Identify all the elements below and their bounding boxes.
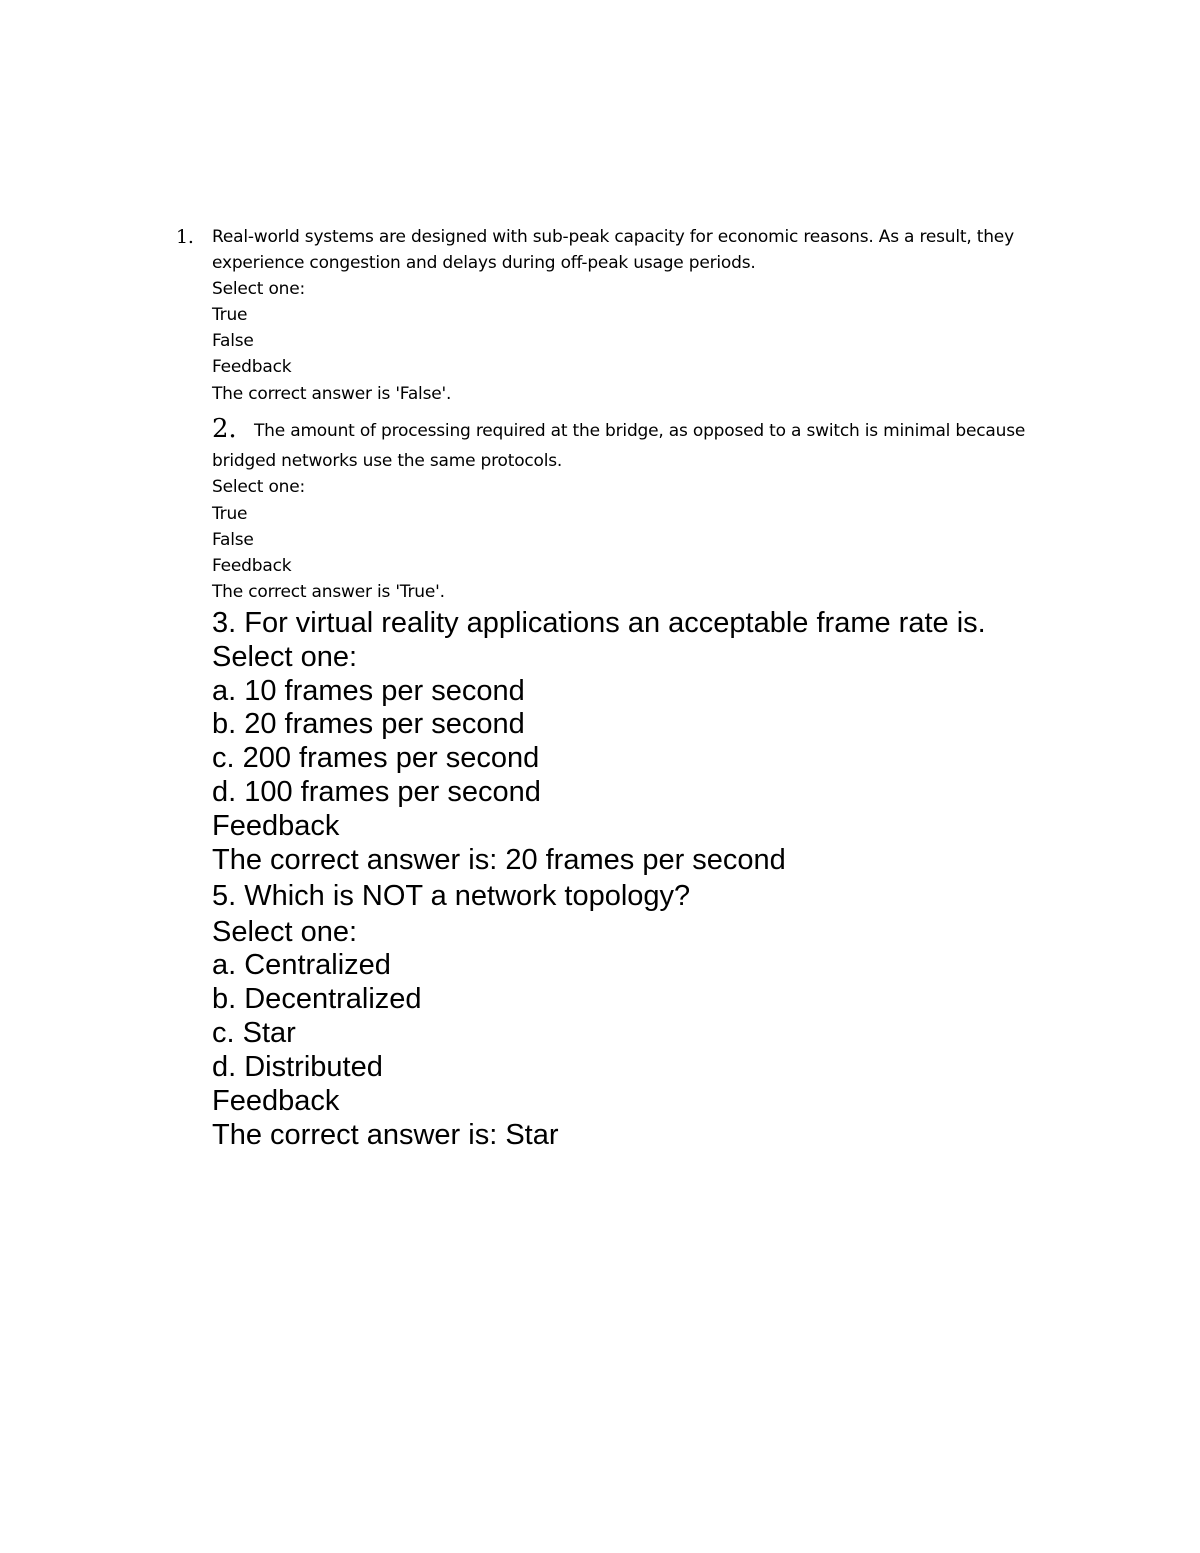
question-3-feedback-label: Feedback: [212, 810, 340, 842]
question-1-option-false: False: [212, 331, 254, 351]
question-5-feedback-label: Feedback: [212, 1085, 340, 1117]
question-1-text-line-1: Real-world systems are designed with sub-peak capacity for economic reasons. As a result, they: [212, 227, 1014, 247]
question-5-option-d: d. Distributed: [212, 1051, 383, 1083]
question-1-text-line-2: experience congestion and delays during off-peak usage periods.: [212, 253, 756, 273]
question-5-option-c: c. Star: [212, 1017, 296, 1049]
question-2-feedback-label: Feedback: [212, 556, 292, 576]
question-3-title: 3. For virtual reality applications an acceptable frame rate is.: [212, 607, 986, 639]
question-3-select-label: Select one:: [212, 641, 358, 673]
question-1-answer: The correct answer is 'False'.: [212, 384, 452, 404]
question-3-option-d: d. 100 frames per second: [212, 776, 541, 808]
question-2-text-line-1: The amount of processing required at the bridge, as opposed to a switch is minimal because: [254, 421, 1026, 441]
question-3-option-a: a. 10 frames per second: [212, 675, 525, 707]
question-2-option-true: True: [212, 504, 248, 524]
question-3-option-b: b. 20 frames per second: [212, 708, 525, 740]
question-2-option-false: False: [212, 530, 254, 550]
question-5-select-label: Select one:: [212, 916, 358, 948]
question-3-answer: The correct answer is: 20 frames per second: [212, 844, 786, 876]
question-3-option-c: c. 200 frames per second: [212, 742, 540, 774]
question-2-answer: The correct answer is 'True'.: [212, 582, 445, 602]
question-1-feedback-label: Feedback: [212, 357, 292, 377]
question-2-text-line-2: bridged networks use the same protocols.: [212, 451, 563, 471]
question-5-option-b: b. Decentralized: [212, 983, 422, 1015]
question-1-number: 1.: [176, 226, 194, 248]
question-2-select-label: Select one:: [212, 477, 306, 497]
question-1-option-true: True: [212, 305, 248, 325]
question-5-title: 5. Which is NOT a network topology?: [212, 880, 691, 912]
question-2-number: 2.: [212, 414, 237, 444]
question-5-option-a: a. Centralized: [212, 949, 391, 981]
question-5-answer: The correct answer is: Star: [212, 1119, 559, 1151]
question-1-select-label: Select one:: [212, 279, 306, 299]
